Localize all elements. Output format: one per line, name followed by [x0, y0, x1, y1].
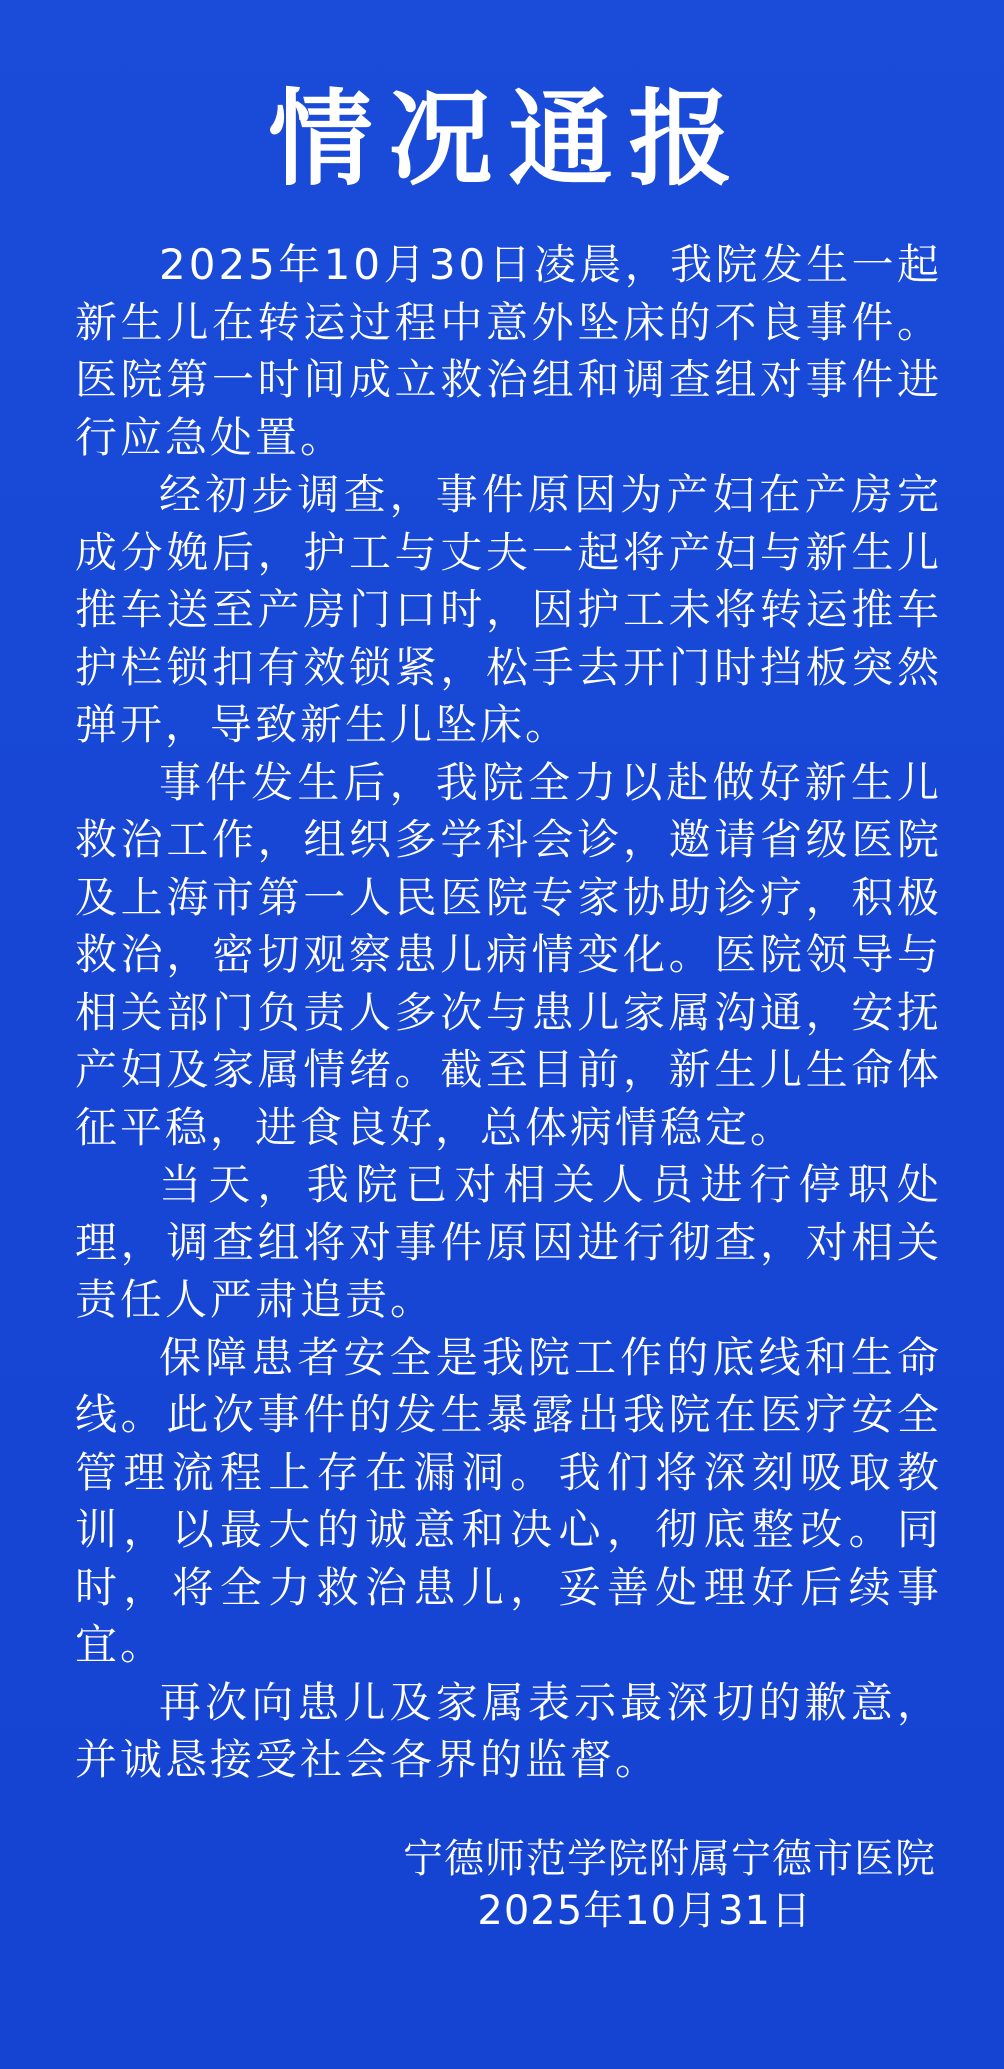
paragraph-commitment: 保障患者安全是我院工作的底线和生命线。此次事件的发生暴露出我院在医疗安全管理流程上存在漏洞。我们将深刻吸取教训，以最大的诚意和决心，彻底整改。同时，将全力救治患儿，妥善处理好后续事宜。 [75, 1332, 942, 1669]
paragraph-accountability: 当天，我院已对相关人员进行停职处理，调查组将对事件原因进行彻查，对相关责任人严肃追责。 [75, 1160, 942, 1324]
paragraph-investigation: 经初步调查，事件原因为产妇在产房完成分娩后，护工与丈夫一起将产妇与新生儿推车送至产房门口时，因护工未将转运推车护栏锁扣有效锁紧，松手去开门时挡板突然弹开，导致新生儿坠床。 [75, 470, 942, 749]
paragraph-treatment: 事件发生后，我院全力以赴做好新生儿救治工作，组织多学科会诊，邀请省级医院及上海市第一人民医院专家协助诊疗，积极救治，密切观察患儿病情变化。医院领导与相关部门负责人多次与患儿家属沟通，安抚产妇及家属情绪。截至目前，新生儿生命体征平稳，进食良好，总体病情稳定。 [75, 757, 942, 1152]
signature-date: 2025年10月31日 [477, 1887, 812, 1934]
paragraph-incident: 2025年10月30日凌晨，我院发生一起新生儿在转运过程中意外坠床的不良事件。医院第一时间成立救治组和调查组对事件进行应急处置。 [75, 240, 942, 462]
paragraph-apology: 再次向患儿及家属表示最深切的歉意，并诚恳接受社会各界的监督。 [75, 1677, 942, 1784]
notice-body [75, 236, 942, 1789]
signature-organization: 宁德师范学院附属宁德市医院 [403, 1835, 936, 1882]
signature-block [75, 1833, 942, 1937]
notice-title: 情况通报 [268, 77, 749, 200]
